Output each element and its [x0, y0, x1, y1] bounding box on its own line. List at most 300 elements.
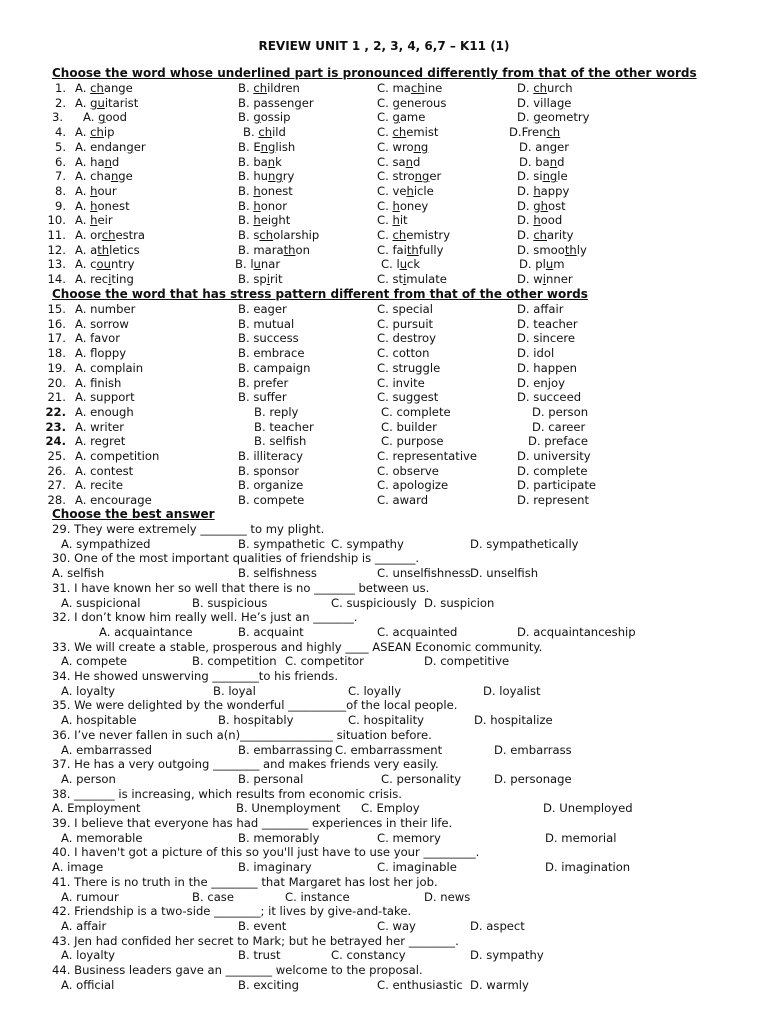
answer-option[interactable]: A. sorrow: [75, 316, 129, 331]
answer-option[interactable]: A. floppy: [75, 346, 127, 361]
answer-option[interactable]: D. acquaintanceship: [517, 624, 636, 639]
answer-option[interactable]: [75, 257, 134, 272]
answer-option[interactable]: B. Unemployment: [236, 801, 341, 816]
answer-option[interactable]: C. pursuit: [377, 316, 434, 331]
question-number: 2.: [54, 95, 66, 110]
underlined-sound: ng: [268, 169, 283, 184]
options-row: [0, 743, 768, 758]
option-text: C. fai: [377, 242, 407, 257]
option-text: icle: [413, 183, 434, 198]
option-text: B. ba: [238, 154, 268, 169]
answer-option[interactable]: C. personality: [381, 771, 462, 786]
underlined-sound: ch: [90, 81, 104, 95]
underlined-sound: g: [392, 95, 400, 110]
underlined-sound: n: [405, 154, 413, 169]
answer-option[interactable]: B. reply: [254, 404, 299, 419]
question-number: 23.: [45, 419, 66, 434]
option-text: arity: [547, 228, 574, 242]
answer-option[interactable]: C. enthusiastic: [377, 977, 463, 992]
question-row: [0, 317, 768, 332]
option-text: mulate: [406, 272, 447, 287]
answer-option[interactable]: [75, 140, 146, 155]
underlined-sound: g: [549, 139, 558, 154]
question-stem: [0, 757, 768, 772]
answer-option[interactable]: B. illiteracy: [238, 449, 303, 463]
option-text: C.: [377, 198, 393, 213]
question-number: 24.: [45, 434, 66, 449]
answer-option[interactable]: A. loyalty: [61, 948, 116, 963]
answer-option[interactable]: B. sponsor: [238, 463, 300, 478]
answer-option[interactable]: [517, 213, 562, 228]
answer-option[interactable]: A. affair: [61, 918, 107, 933]
option-text: k: [275, 154, 282, 169]
answer-option[interactable]: [377, 125, 438, 140]
answer-option[interactable]: C. hospitality: [348, 713, 425, 728]
underlined-sound: g: [253, 110, 261, 125]
answer-option[interactable]: C. special: [377, 302, 433, 316]
answer-option[interactable]: D. complete: [517, 463, 588, 478]
option-text: B.: [238, 81, 254, 95]
underlined-sound: ch: [533, 81, 548, 95]
option-text: ood: [540, 213, 563, 228]
question-row: [0, 361, 768, 376]
answer-option[interactable]: B. acquaint: [238, 624, 304, 639]
question-stem: [0, 698, 768, 713]
underlined-sound: h: [392, 213, 400, 228]
answer-option[interactable]: A. support: [75, 390, 135, 405]
answer-option[interactable]: [519, 155, 564, 170]
answer-option[interactable]: B. exciting: [238, 977, 299, 992]
answer-option[interactable]: B. selfish: [254, 434, 307, 449]
answer-option[interactable]: [517, 184, 569, 199]
answer-option[interactable]: [75, 81, 133, 96]
answer-option[interactable]: A. complain: [75, 360, 144, 375]
answer-option[interactable]: [517, 96, 571, 111]
answer-option[interactable]: B. teacher: [254, 419, 314, 434]
answer-option[interactable]: [517, 243, 587, 258]
answer-option[interactable]: C. sympathy: [331, 536, 404, 551]
answer-option[interactable]: B. competition: [192, 654, 277, 669]
option-text: ost: [548, 198, 566, 213]
answer-option[interactable]: B. personal: [238, 771, 304, 786]
underlined-sound: i: [542, 272, 547, 287]
option-text: D.: [517, 110, 534, 125]
answer-option[interactable]: D. personage: [494, 771, 572, 786]
answer-option[interactable]: A. number: [75, 302, 136, 316]
option-text: ntry: [110, 257, 135, 272]
answer-option[interactable]: C. invite: [377, 375, 425, 390]
answer-option[interactable]: A. compete: [61, 654, 128, 669]
answer-option[interactable]: B. sympathetic: [238, 536, 326, 551]
answer-option[interactable]: [377, 213, 408, 228]
answer-option[interactable]: C. suspiciously: [331, 595, 417, 610]
question-row: [0, 199, 768, 214]
answer-option[interactable]: A. favor: [75, 331, 121, 346]
answer-option[interactable]: A. official: [61, 977, 115, 992]
question-number: 16.: [47, 316, 66, 331]
answer-option[interactable]: D. competitive: [424, 654, 510, 669]
answer-option[interactable]: C. imaginable: [377, 860, 457, 875]
answer-option[interactable]: [238, 110, 290, 125]
answer-option[interactable]: A. enough: [75, 404, 134, 419]
answer-option[interactable]: [75, 96, 138, 111]
answer-option[interactable]: B. prefer: [238, 375, 289, 390]
answer-option[interactable]: B. organize: [238, 478, 304, 493]
answer-option[interactable]: C. constancy: [331, 948, 406, 963]
answer-option[interactable]: D. hospitalize: [474, 713, 553, 728]
options-row: [0, 919, 768, 934]
answer-option[interactable]: C. observe: [377, 463, 439, 478]
answer-option[interactable]: D. university: [517, 449, 591, 463]
question-number: 14.: [47, 272, 66, 287]
answer-option[interactable]: [377, 243, 444, 258]
answer-option[interactable]: [377, 155, 420, 170]
underlined-sound: n: [110, 169, 119, 184]
underlined-sound: ch: [101, 228, 116, 242]
option-text: B. l: [235, 257, 254, 272]
option-text: C. sa: [377, 154, 406, 169]
question-stem: [0, 875, 768, 890]
answer-option[interactable]: C. apologize: [377, 478, 449, 493]
options-row: [0, 566, 768, 581]
answer-option[interactable]: [509, 125, 560, 140]
question-stem: [0, 845, 768, 860]
answer-option[interactable]: [75, 125, 114, 140]
answer-option[interactable]: A. sympathized: [61, 536, 151, 551]
answer-option[interactable]: [243, 125, 286, 140]
question-row: [0, 420, 768, 435]
answer-option[interactable]: C. unselfishness: [377, 566, 471, 581]
answer-option[interactable]: C. representative: [377, 449, 478, 463]
answer-option[interactable]: C. instance: [285, 889, 350, 904]
answer-option[interactable]: [238, 272, 283, 287]
answer-option[interactable]: B. event: [238, 918, 287, 933]
underlined-sound: n: [549, 154, 558, 169]
option-text: C.: [377, 95, 393, 110]
answer-option[interactable]: [238, 199, 287, 214]
answer-option[interactable]: A. loyalty: [61, 683, 116, 698]
question-number: 15.: [47, 302, 66, 316]
answer-option[interactable]: C. award: [377, 493, 429, 508]
answer-option[interactable]: [75, 155, 119, 170]
answer-option[interactable]: D. suspicion: [424, 595, 495, 610]
answer-option[interactable]: C. acquainted: [377, 624, 458, 639]
question-number: 25.: [47, 449, 66, 463]
answer-option[interactable]: B. memorably: [238, 830, 320, 845]
answer-option[interactable]: D. idol: [517, 346, 555, 361]
question-number: 20.: [47, 375, 66, 390]
answer-option[interactable]: D. sincere: [517, 331, 576, 346]
question-row: [0, 228, 768, 243]
answer-option[interactable]: [75, 169, 133, 184]
question-text: 41. There is no truth in the ________ that Margaret has lost her job.: [52, 874, 438, 889]
underlined-sound: g: [98, 110, 106, 125]
question-stem: [0, 728, 768, 743]
option-text: appy: [540, 183, 570, 198]
answer-option[interactable]: D. news: [424, 889, 471, 904]
answer-option[interactable]: D. imagination: [545, 860, 631, 875]
answer-option[interactable]: D. teacher: [517, 316, 578, 331]
answer-option[interactable]: [238, 155, 282, 170]
answer-option[interactable]: C. memory: [377, 830, 441, 845]
underlined-sound: i: [266, 272, 270, 287]
answer-option[interactable]: B. hospitably: [218, 713, 294, 728]
options-row: [0, 978, 768, 993]
question-stem: [0, 963, 768, 978]
answer-option[interactable]: [377, 169, 441, 184]
answer-option[interactable]: B. trust: [238, 948, 281, 963]
answer-option[interactable]: B. mutual: [238, 316, 295, 331]
answer-option[interactable]: D. career: [532, 419, 586, 434]
answer-option[interactable]: D. sympathetically: [470, 536, 579, 551]
answer-option[interactable]: B. suspicious: [192, 595, 268, 610]
option-text: er: [429, 169, 442, 184]
answer-option[interactable]: A. competition: [75, 449, 160, 463]
underlined-sound: th: [564, 242, 577, 257]
options-row: [0, 890, 768, 905]
answer-option[interactable]: C. loyally: [348, 683, 402, 698]
answer-option[interactable]: [75, 199, 130, 214]
answer-option[interactable]: A. memorable: [61, 830, 143, 845]
answer-option[interactable]: B. case: [192, 889, 234, 904]
answer-option[interactable]: [377, 228, 450, 243]
question-row: [0, 81, 768, 96]
answer-option[interactable]: [519, 140, 569, 155]
answer-option[interactable]: C. way: [377, 918, 416, 933]
question-stem: [0, 669, 768, 684]
question-text: 38. _______ is increasing, which results from economic crisis.: [52, 786, 402, 801]
underlined-sound: h: [253, 213, 261, 228]
underlined-sound: g: [392, 110, 400, 125]
answer-option[interactable]: D. preface: [528, 434, 588, 449]
answer-option[interactable]: B. eager: [238, 302, 287, 316]
answer-option[interactable]: B. embarrassing: [238, 742, 333, 757]
answer-option[interactable]: [75, 228, 145, 243]
question-text: 33. We will create a stable, prosperous and highly ____ ASEAN Economic community.: [52, 639, 543, 654]
answer-option[interactable]: C. Employ: [361, 801, 420, 816]
answer-option[interactable]: C. suggest: [377, 390, 439, 405]
answer-option[interactable]: D. unselfish: [470, 566, 539, 581]
question-row: [0, 257, 768, 272]
answer-option[interactable]: A. rumour: [61, 889, 119, 904]
answer-option[interactable]: A. contest: [75, 463, 134, 478]
answer-option[interactable]: D. aspect: [470, 918, 525, 933]
options-row: [0, 537, 768, 552]
option-text: er: [301, 95, 314, 110]
question-stem: [0, 934, 768, 949]
answer-option[interactable]: [238, 81, 300, 96]
option-text: A.: [75, 183, 91, 198]
question-text: 29. They were extremely ________ to my plight.: [52, 522, 325, 536]
option-text: ip: [103, 125, 115, 140]
option-text: A.: [83, 110, 99, 125]
answer-option[interactable]: A. hospitable: [61, 713, 137, 728]
answer-option[interactable]: [377, 140, 428, 155]
answer-option[interactable]: [75, 184, 117, 199]
option-text: ry: [282, 169, 295, 184]
option-text: A. a: [75, 242, 98, 257]
answer-option[interactable]: B. imaginary: [238, 860, 312, 875]
answer-option[interactable]: [519, 257, 565, 272]
answer-option[interactable]: [238, 184, 293, 199]
answer-option[interactable]: [83, 110, 127, 125]
option-text: C. st: [377, 272, 404, 287]
answer-option[interactable]: D. person: [532, 404, 589, 419]
answer-option[interactable]: A. recite: [75, 478, 124, 493]
answer-option[interactable]: D. affair: [517, 302, 564, 316]
answer-option[interactable]: [377, 110, 425, 125]
answer-option[interactable]: A. acquaintance: [99, 624, 193, 639]
answer-option[interactable]: D. happen: [517, 360, 577, 375]
answer-option[interactable]: [238, 228, 319, 243]
options-row: [0, 684, 768, 699]
answer-option[interactable]: B. success: [238, 331, 299, 346]
underlined-sound: g: [556, 95, 565, 110]
question-number: 4.: [54, 125, 66, 140]
option-text: A.: [75, 213, 91, 228]
question-number: 1.: [54, 81, 66, 95]
page-title: REVIEW UNIT 1 , 2, 3, 4, 6,7 – K11 (1): [258, 39, 510, 53]
underlined-sound: ou: [96, 257, 111, 272]
answer-option[interactable]: B. campaign: [238, 360, 311, 375]
answer-option[interactable]: [238, 169, 294, 184]
answer-option[interactable]: [75, 213, 113, 228]
option-text: ge: [118, 169, 133, 184]
answer-option[interactable]: A. finish: [75, 375, 122, 390]
answer-option[interactable]: [517, 199, 566, 214]
answer-option[interactable]: [75, 243, 140, 258]
option-text: A.: [75, 125, 91, 140]
answer-option[interactable]: D. Unemployed: [543, 801, 633, 816]
answer-option[interactable]: D. sympathy: [470, 948, 544, 963]
underlined-sound: h: [392, 198, 400, 213]
answer-option[interactable]: [517, 272, 573, 287]
question-text: 37. He has a very outgoing ________ and makes friends very easily.: [52, 757, 439, 772]
question-row: [0, 125, 768, 140]
answer-option[interactable]: A. Employment: [52, 801, 141, 816]
question-row: [0, 184, 768, 199]
option-text: B.: [238, 183, 254, 198]
answer-option[interactable]: C. purpose: [381, 434, 444, 449]
answer-option[interactable]: D. memorial: [545, 830, 617, 845]
question-text: 42. Friendship is a two-side ________; it lives by give-and-take.: [52, 904, 412, 919]
answer-option[interactable]: D. loyalist: [483, 683, 541, 698]
option-text: B.: [238, 110, 254, 125]
answer-option[interactable]: B. suffer: [238, 390, 287, 405]
answer-option[interactable]: C. embarrassment: [335, 742, 443, 757]
answer-option[interactable]: [377, 272, 447, 287]
option-text: A.: [75, 198, 91, 213]
option-text: D. an: [519, 139, 550, 154]
answer-option[interactable]: A. regret: [75, 434, 126, 449]
answer-option[interactable]: [238, 96, 314, 111]
answer-option[interactable]: C. destroy: [377, 331, 437, 346]
answer-option[interactable]: C. struggle: [377, 360, 441, 375]
option-text: estra: [115, 228, 146, 242]
option-text: D.: [517, 183, 534, 198]
answer-option[interactable]: C. cotton: [377, 346, 430, 361]
answer-option[interactable]: [377, 81, 442, 96]
answer-option[interactable]: A. writer: [75, 419, 125, 434]
answer-option[interactable]: B. compete: [238, 493, 305, 508]
answer-option[interactable]: A. person: [61, 771, 116, 786]
answer-option[interactable]: A. encourage: [75, 493, 152, 508]
question-text: 30. One of the most important qualities of friendship is _______.: [52, 551, 420, 566]
answer-option[interactable]: C. builder: [381, 419, 437, 434]
answer-option[interactable]: B. loyal: [213, 683, 256, 698]
answer-option[interactable]: B. embrace: [238, 346, 305, 361]
answer-option[interactable]: [377, 199, 428, 214]
question-stem: [0, 816, 768, 831]
option-text: itarist: [104, 95, 139, 110]
answer-option[interactable]: [517, 169, 568, 184]
answer-option[interactable]: [517, 81, 573, 96]
answer-option[interactable]: [238, 243, 310, 258]
underlined-sound: h: [533, 213, 541, 228]
question-row: [0, 434, 768, 449]
option-text: eometry: [540, 110, 590, 125]
options-row: [0, 625, 768, 640]
answer-option[interactable]: [75, 272, 134, 287]
question-number: 19.: [47, 360, 66, 375]
option-text: B.: [243, 125, 259, 140]
answer-option[interactable]: D. participate: [517, 478, 597, 493]
question-stem: [0, 640, 768, 655]
question-stem: [0, 904, 768, 919]
underlined-sound: ng: [414, 169, 430, 184]
answer-option[interactable]: D. succeed: [517, 390, 582, 405]
answer-option[interactable]: A. selfish: [52, 566, 105, 581]
underlined-sound: ch: [259, 228, 274, 242]
answer-option[interactable]: D. embarrass: [494, 742, 572, 757]
option-text: D. villa: [517, 95, 557, 110]
answer-option[interactable]: [377, 96, 446, 111]
option-text: A.: [75, 95, 91, 110]
answer-option[interactable]: [517, 110, 590, 125]
answer-option[interactable]: [235, 257, 280, 272]
answer-option[interactable]: [238, 213, 290, 228]
answer-option[interactable]: A. image: [52, 860, 104, 875]
option-text: D. smoo: [517, 242, 565, 257]
underlined-sound: i: [403, 272, 407, 287]
answer-option[interactable]: C. competitor: [285, 654, 364, 669]
answer-option[interactable]: [238, 140, 295, 155]
answer-option[interactable]: C. complete: [381, 404, 451, 419]
question-row: [0, 272, 768, 287]
answer-option[interactable]: [377, 184, 434, 199]
underlined-sound: ch: [90, 125, 104, 140]
answer-option[interactable]: [517, 228, 574, 243]
answer-option[interactable]: B. selfishness: [238, 566, 317, 581]
question-number: 12.: [47, 242, 66, 257]
question-number: 18.: [47, 346, 66, 361]
option-text: B. hu: [238, 169, 269, 184]
underlined-sound: th: [97, 242, 110, 257]
answer-option[interactable]: A. suspicional: [61, 595, 141, 610]
underlined-sound: ch: [392, 125, 407, 140]
answer-option[interactable]: A. embarrassed: [61, 742, 152, 757]
options-row: [0, 654, 768, 669]
answer-option[interactable]: D. represent: [517, 493, 590, 508]
option-text: eir: [97, 213, 113, 228]
option-text: le: [557, 169, 568, 184]
question-number: 8.: [54, 183, 66, 198]
answer-option[interactable]: [381, 257, 420, 272]
answer-option[interactable]: D. enjoy: [517, 375, 565, 390]
option-text: D. g: [517, 198, 541, 213]
option-text: D. si: [517, 169, 543, 184]
answer-option[interactable]: D. warmly: [470, 977, 529, 992]
